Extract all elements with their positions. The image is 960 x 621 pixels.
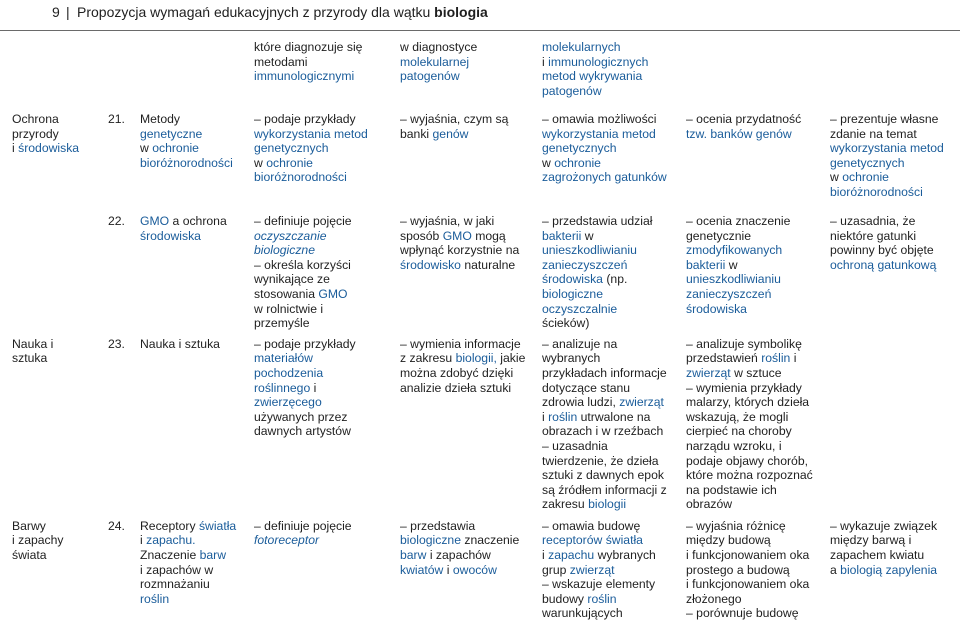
area-cell	[0, 208, 108, 331]
requirement-cell: – analizuje symbolikę przedstawień roślin i zwierząt w sztuce – wymienia przykłady malarzy, których dzieła wskazują, że mogli cierpieć na choroby narządu wzroku, i podaje objawy chorób, które można rozpoznać na podstawie ich obrazów	[686, 336, 813, 512]
table-row	[0, 513, 960, 621]
topic-cell: 22. GMO a ochrona środowiska	[108, 214, 227, 243]
area-cell: Barwy i zapachy świata	[12, 518, 64, 562]
requirement-cell: – omawia możliwości wykorzystania metod genetycznych w ochronie zagrożonych gatunków	[542, 112, 667, 185]
requirement-cell: – wyjaśnia, w jaki sposób GMO mogą wpłynąć korzystnie na środowisko naturalne	[400, 214, 520, 272]
table-row	[0, 331, 960, 513]
requirement-cell: – definiuje pojęcie fotoreceptor	[254, 518, 352, 548]
requirement-cell: – wymienia informacje z zakresu biologii, jakie można zdobyć dzięki analizie dzieła sztuki	[400, 336, 526, 395]
requirement-cell: – podaje przykłady materiałów pochodzenia roślinnego i zwierzęcego używanych przez dawnych artystów	[254, 336, 356, 439]
requirement-cell: – podaje przykłady wykorzystania metod genetycznych w ochronie bioróżnorodności	[254, 112, 368, 185]
requirement-cell: – przedstawia biologiczne znaczenie barw i zapachów kwiatów i owoców	[400, 518, 520, 577]
header-separator: |	[66, 4, 70, 20]
requirement-cell: – analizuje na wybranych przykładach informacje dotyczące stanu zdrowia ludzi, zwierząt i roślin utrwalone na obrazach i w rzeźbach – uzasadnia twierdzenie, że dzieła sztuki z dawnych epok są źródłem informacji z zakresu biologii	[542, 336, 667, 512]
requirement-cell: – ocenia znaczenie genetycznie zmodyfikowanych bakterii w unieszkodliwianiu zanieczyszczeń środowiska	[686, 214, 791, 316]
table-row	[0, 106, 960, 208]
area-cell: Ochrona przyrody i środowiska	[12, 112, 80, 156]
title-bold: biologia	[434, 4, 488, 20]
requirements-table	[0, 40, 960, 621]
requirement-cell: – wyjaśnia różnicę między budową i funkcjonowaniem oka prostego a budową i funkcjonowaniem oka złożonego – porównuje budowę	[686, 518, 810, 621]
title-prefix: Propozycja wymagań edukacyjnych z przyrody dla wątku	[77, 4, 435, 20]
table-row	[0, 208, 960, 331]
page-title	[77, 4, 488, 20]
page-number: 9	[52, 4, 60, 20]
requirement-cell: – przedstawia udział bakterii w unieszkodliwianiu zanieczyszczeń środowiska (np. biologiczne oczyszczalnie ścieków)	[542, 214, 653, 331]
requirement-cell: które diagnozuje się metodami immunologicznymi	[254, 40, 363, 84]
requirement-cell: w diagnostyce molekularnej patogenów	[400, 40, 478, 84]
requirement-cell: – wyjaśnia, czym są banki genów	[400, 112, 509, 141]
header-rule	[0, 30, 960, 31]
requirement-cell: – uzasadnia, że niektóre gatunki powinny być objęte ochroną gatunkową	[830, 214, 937, 272]
requirement-cell: – ocenia przydatność tzw. banków genów	[686, 112, 802, 141]
area-cell	[0, 40, 108, 106]
topic-cell: 23. Nauka i sztuka	[108, 336, 220, 351]
requirement-cell: – omawia budowę receptorów światła i zapachu wybranych grup zwierząt – wskazuje elementy budowy roślin warunkujących	[542, 518, 656, 621]
requirement-cell	[830, 331, 960, 513]
requirement-cell: – wykazuje związek między barwą i zapachem kwiatu a biologią zapylenia	[830, 518, 938, 577]
requirement-cell: molekularnych i immunologicznych metod wykrywania patogenów	[542, 40, 649, 98]
area-cell: Nauka i sztuka	[12, 336, 54, 366]
page-header	[0, 0, 960, 30]
topic-cell: 24. Receptory światła i zapachu. Znaczenie barw i zapachów w rozmnażaniu roślin	[108, 518, 237, 606]
requirement-cell	[686, 40, 830, 106]
requirement-cell: – definiuje pojęcie oczyszczanie biologiczne – określa korzyści wynikające ze stosowania GMO w rolnictwie i przemyśle	[254, 214, 352, 331]
requirement-cell: – prezentuje własne zdanie na temat wykorzystania metod genetycznych w ochronie bioróżnorodności	[830, 112, 944, 199]
table-row	[0, 40, 960, 106]
topic-cell: 21. Metody genetyczne w ochronie bioróżnorodności	[108, 112, 233, 170]
requirement-cell	[830, 40, 960, 106]
topic-cell	[108, 40, 254, 106]
